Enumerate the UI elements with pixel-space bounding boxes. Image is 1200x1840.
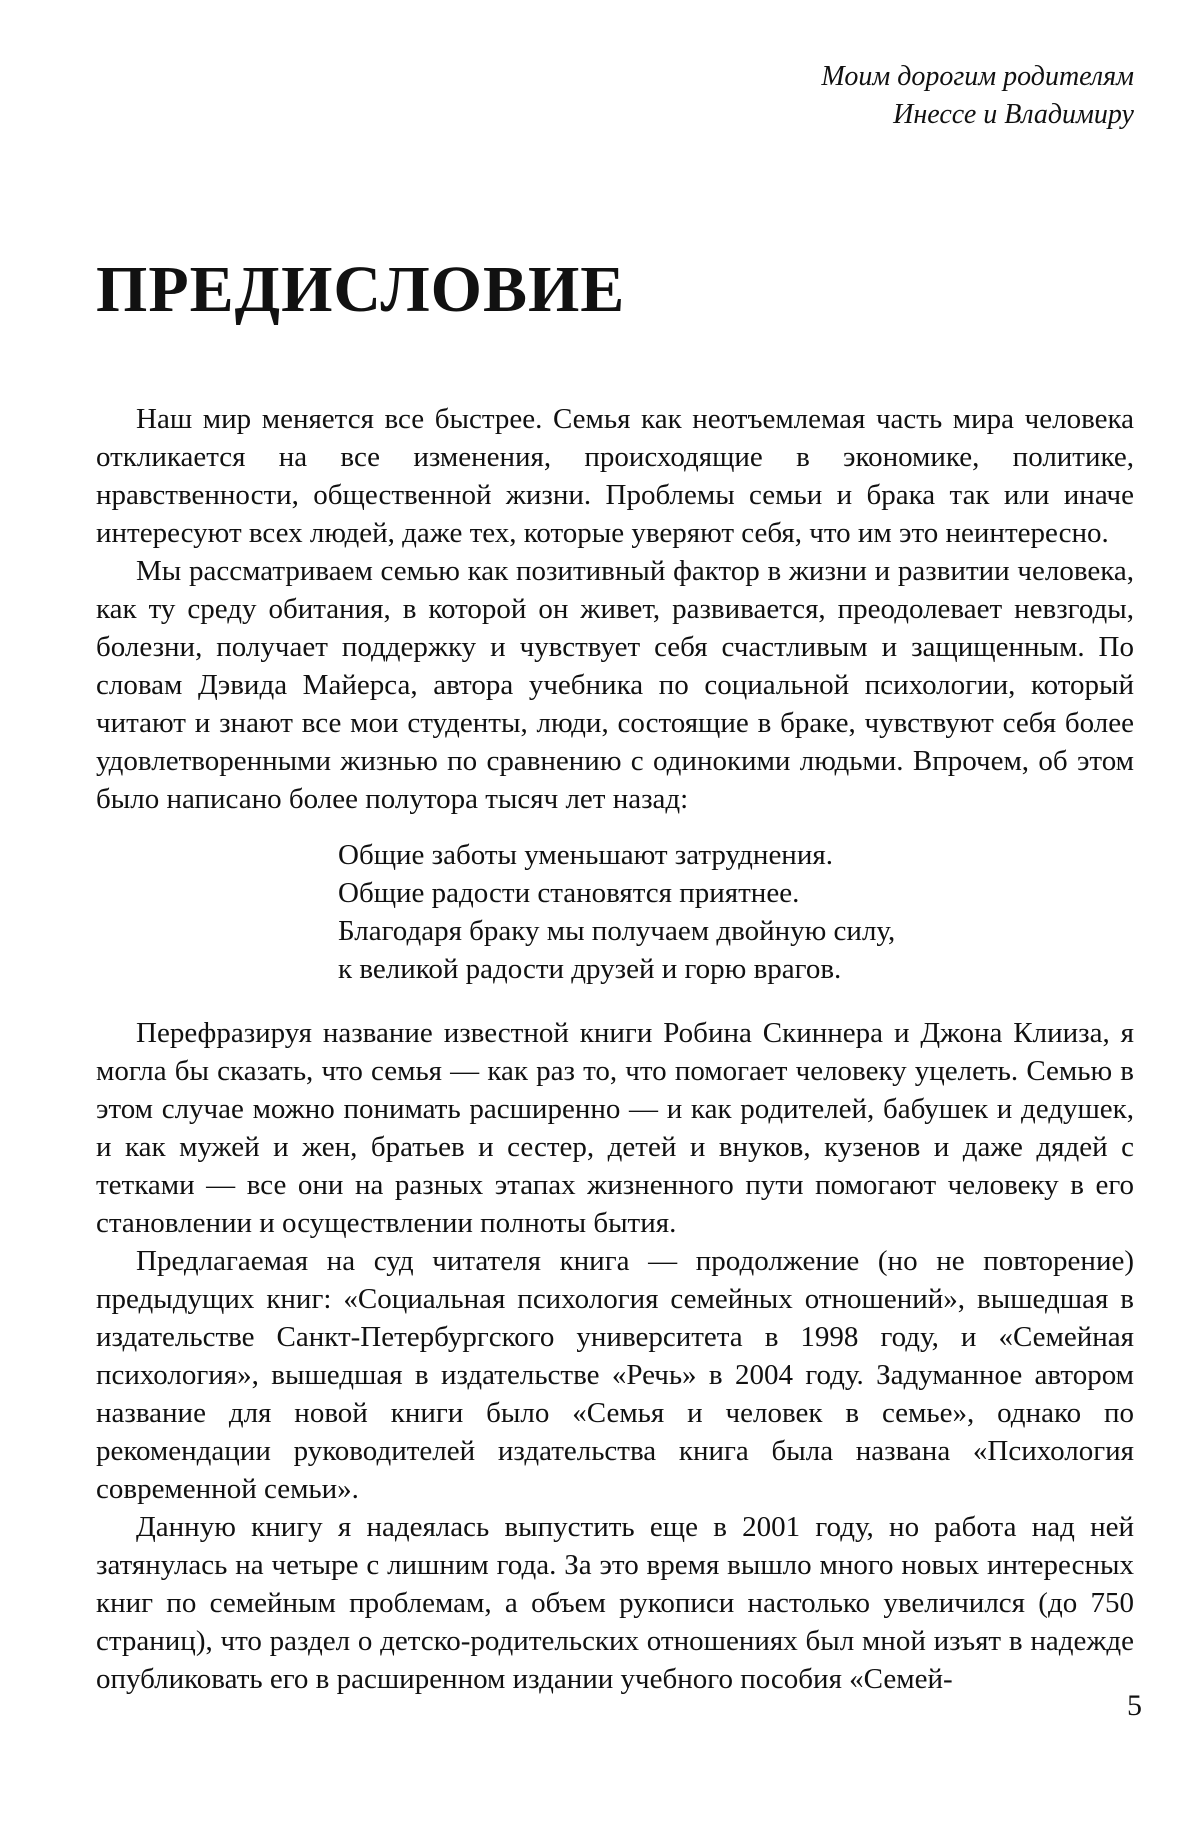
verse-line-4: к великой радости друзей и горю врагов.: [338, 950, 1134, 988]
chapter-title: ПРЕДИСЛОВИЕ: [96, 250, 625, 330]
dedication-line-2: Инессе и Владимиру: [821, 96, 1134, 134]
dedication: [821, 58, 1134, 134]
verse-line-3: Благодаря браку мы получаем двойную силу,: [338, 912, 1134, 950]
paragraph-5: Данную книгу я надеялась выпустить еще в 2001 году, но работа над ней затянулась на четыре с лишним года. За это время вышло много новых интересных книг по семейным проблемам, а объем рукописи настолько увеличился (до 750 страниц), что раздел о детско-родительских отношениях был мной изъят в надежде опубликовать его в расширенном издании учебного пособия «Семей-: [96, 1508, 1134, 1698]
verse-quote: [338, 836, 1134, 988]
paragraph-3: Перефразируя название известной книги Робина Скиннера и Джона Клииза, я могла бы сказать, что семья — как раз то, что помогает человеку уцелеть. Семью в этом случае можно понимать расширенно — и как родителей, бабушек и дедушек, и как мужей и жен, братьев и сестер, детей и внуков, кузенов и даже дядей с тетками — все они на разных этапах жизненного пути помогают человеку в его становлении и осуществлении полноты бытия.: [96, 1014, 1134, 1242]
verse-line-2: Общие радости становятся приятнее.: [338, 874, 1134, 912]
paragraph-2: Мы рассматриваем семью как позитивный фактор в жизни и развитии человека, как ту среду обитания, в которой он живет, развивается, преодолевает невзгоды, болезни, получает поддержку и чувствует себя счастливым и защищенным. По словам Дэвида Майерса, автора учебника по социальной психологии, который читают и знают все мои студенты, люди, состоящие в браке, чувствуют себя более удовлетворенными жизнью по сравнению с одинокими людьми. Впрочем, об этом было написано более полутора тысяч лет назад:: [96, 552, 1134, 818]
body-text: [96, 400, 1134, 1698]
page-number: 5: [1127, 1688, 1142, 1724]
dedication-line-1: Моим дорогим родителям: [821, 58, 1134, 96]
paragraph-1: Наш мир меняется все быстрее. Семья как неотъемлемая часть мира человека откликается на все изменения, происходящие в экономике, политике, нравственности, общественной жизни. Проблемы семьи и брака так или иначе интересуют всех людей, даже тех, которые уверяют себя, что им это неинтересно.: [96, 400, 1134, 552]
book-page: [0, 0, 1200, 1840]
verse-line-1: Общие заботы уменьшают затруднения.: [338, 836, 1134, 874]
paragraph-4: Предлагаемая на суд читателя книга — продолжение (но не повторение) предыдущих книг: «Социальная психология семейных отношений», вышедшая в издательстве Санкт-Петербургского университета в 1998 году, и «Семейная психология», вышедшая в издательстве «Речь» в 2004 году. Задуманное автором название для новой книги было «Семья и человек в семье», однако по рекомендации руководителей издательства книга была названа «Психология современной семьи».: [96, 1242, 1134, 1508]
